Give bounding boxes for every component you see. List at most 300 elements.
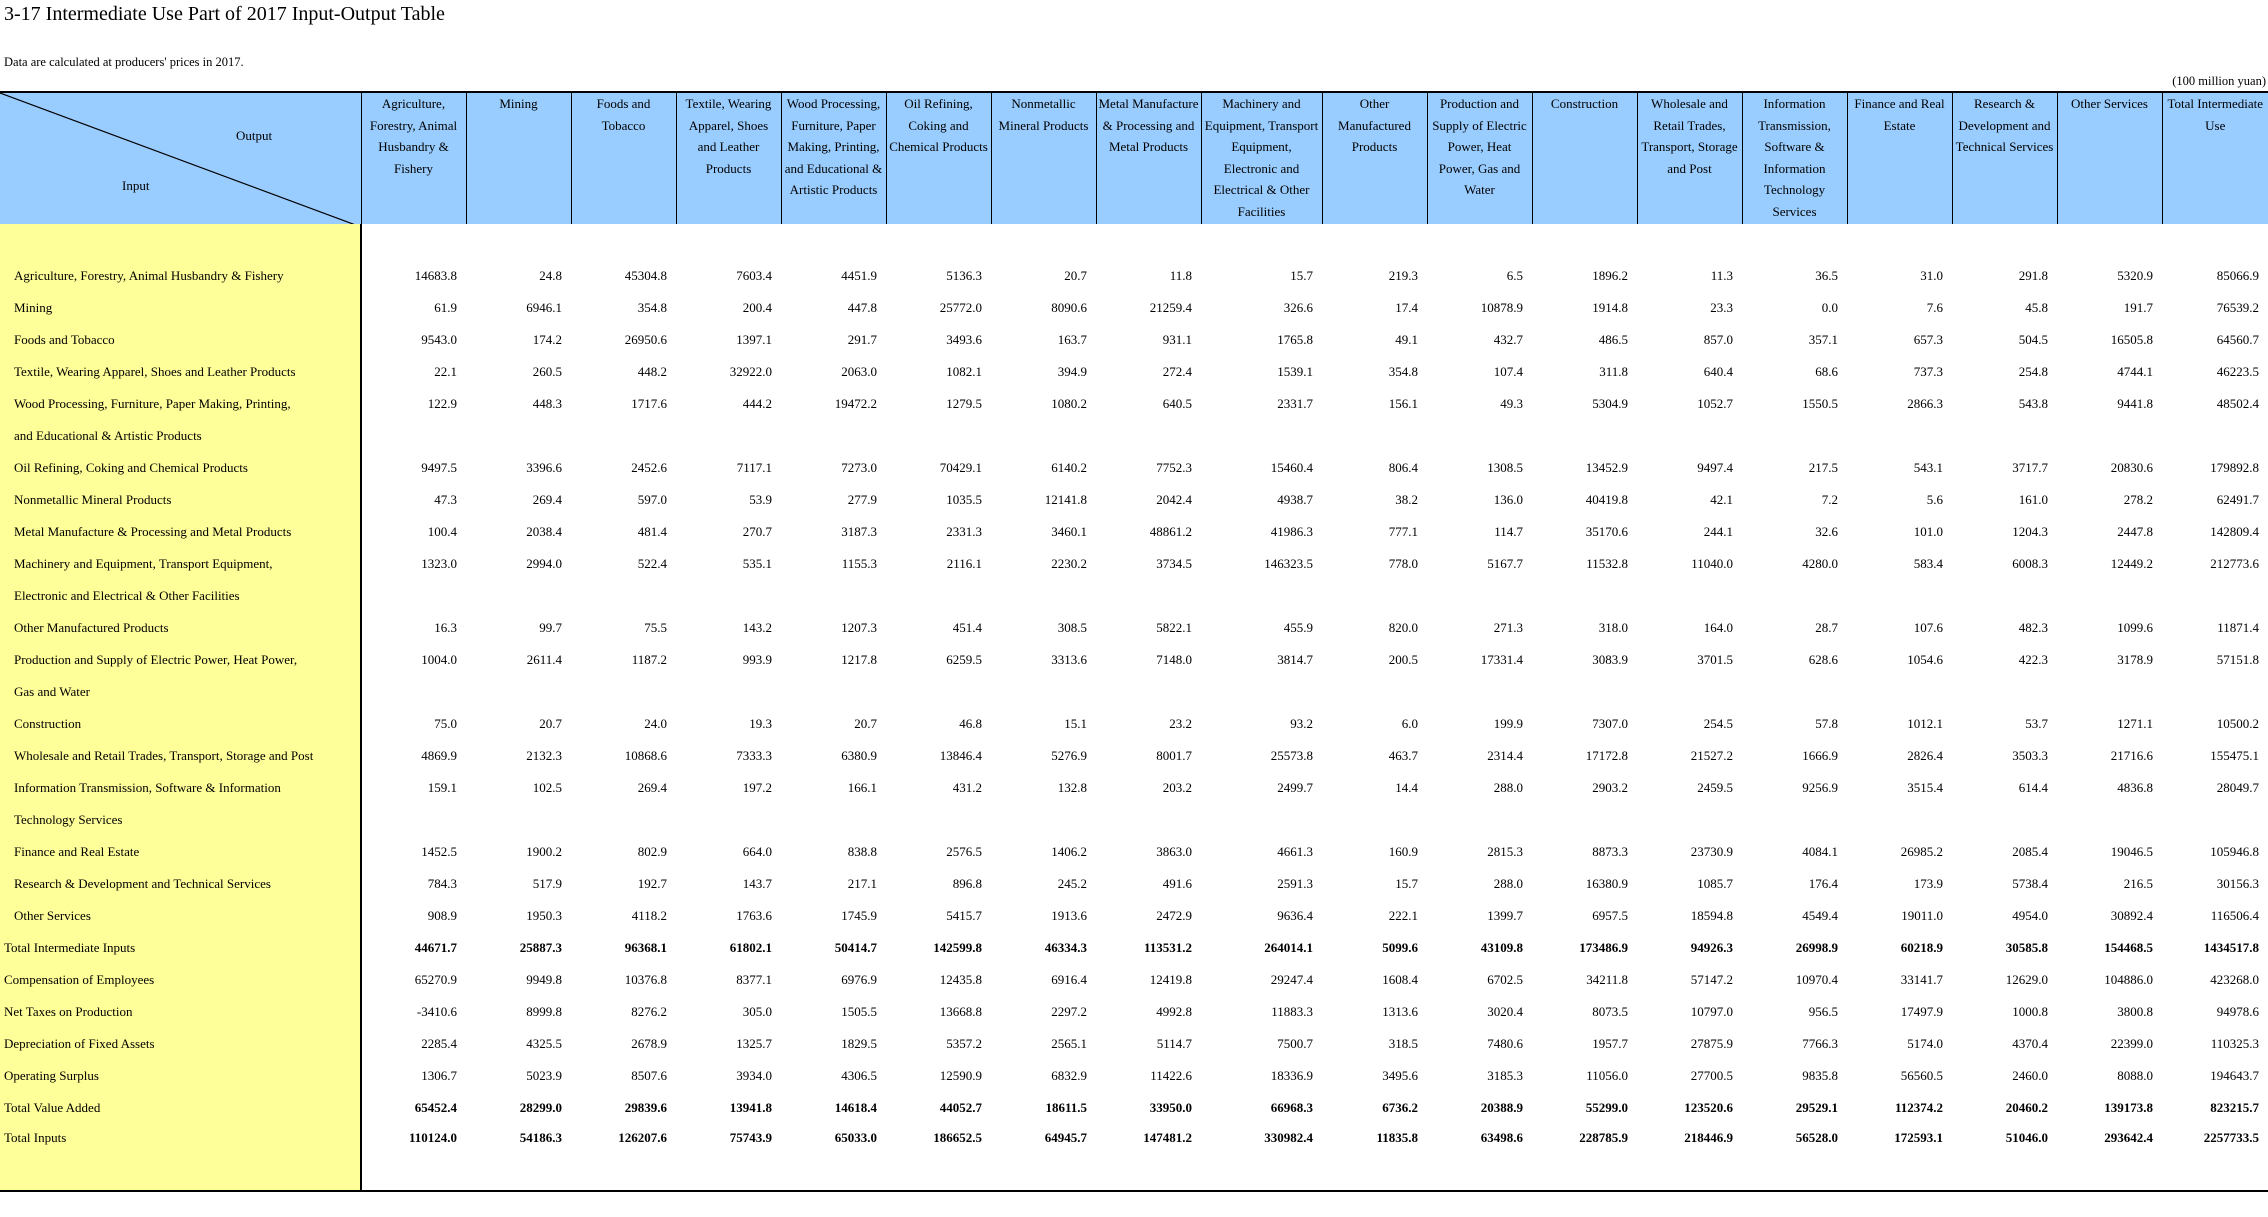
value-cell: 8873.3 (1592, 844, 1628, 859)
value-cell (2162, 580, 2268, 612)
column-header: Mining (466, 92, 571, 224)
value-cell (1742, 580, 1847, 612)
column-header: Textile, Wearing Apparel, Shoes and Leather Products (676, 92, 781, 224)
value-cell: 18594.8 (1690, 908, 1733, 923)
value-cell: 65270.9 (414, 972, 457, 987)
value-cell (466, 676, 571, 708)
value-cell: 820.0 (1388, 620, 1418, 635)
value-cell: 56528.0 (1742, 1124, 1847, 1191)
value-cell: 3503.3 (2012, 748, 2048, 763)
value-cell: 447.8 (847, 300, 877, 315)
table-row (0, 964, 2268, 996)
value-cell: 93.2 (1290, 716, 1313, 731)
value-cell (1427, 676, 1532, 708)
value-cell: 3863.0 (1156, 844, 1192, 859)
value-cell: 1085.7 (1697, 876, 1733, 891)
value-cell: 1957.7 (1592, 1036, 1628, 1051)
value-cell: 186652.5 (886, 1124, 991, 1191)
value-cell: 1323.0 (421, 556, 457, 571)
table-row (0, 708, 2268, 740)
value-cell: 7307.0 (1592, 716, 1628, 731)
value-cell (2057, 420, 2162, 452)
value-cell: 6.0 (1401, 716, 1418, 731)
table-row (0, 1028, 2268, 1060)
row-label: Total Value Added (0, 1092, 361, 1124)
value-cell: 6916.4 (1051, 972, 1087, 987)
value-cell (571, 580, 676, 612)
value-cell: 100.4 (427, 524, 457, 539)
value-cell: 142809.4 (2210, 524, 2259, 539)
value-cell: 2038.4 (526, 524, 562, 539)
value-cell: 228785.9 (1532, 1124, 1637, 1191)
spacer-cell (2162, 224, 2268, 260)
value-cell: 1313.6 (1382, 1004, 1418, 1019)
value-cell: 3178.9 (2117, 652, 2153, 667)
column-header: Metal Manufacture & Processing and Metal Products (1096, 92, 1201, 224)
spacer-cell (676, 224, 781, 260)
value-cell: 10868.6 (624, 748, 667, 763)
value-cell: 6259.5 (946, 652, 982, 667)
value-cell: 269.4 (532, 492, 562, 507)
value-cell: 4549.4 (1802, 908, 1838, 923)
value-cell: 94926.3 (1690, 940, 1733, 955)
value-cell: 1306.7 (421, 1068, 457, 1083)
value-cell: 823215.7 (2210, 1100, 2259, 1115)
value-cell: 1004.0 (421, 652, 457, 667)
value-cell (1201, 804, 1322, 836)
value-cell: 27700.5 (1690, 1068, 1733, 1083)
value-cell: 1155.3 (841, 556, 877, 571)
value-cell: 2447.8 (2117, 524, 2153, 539)
value-cell: 2297.2 (1051, 1004, 1087, 1019)
input-output-table (0, 91, 2268, 1192)
value-cell: 3515.4 (1907, 780, 1943, 795)
value-cell: 42.1 (1710, 492, 1733, 507)
value-cell (991, 676, 1096, 708)
value-cell: 14683.8 (414, 268, 457, 283)
value-cell: 3814.7 (1277, 652, 1313, 667)
value-cell: 20.7 (1064, 268, 1087, 283)
value-cell: 2132.3 (526, 748, 562, 763)
value-cell: 7273.0 (841, 460, 877, 475)
value-cell (1637, 420, 1742, 452)
value-cell: 15.7 (1290, 268, 1313, 283)
value-cell: 176.4 (1808, 876, 1838, 891)
value-cell: 2116.1 (946, 556, 982, 571)
value-cell: 1054.6 (1907, 652, 1943, 667)
value-cell: 2063.0 (841, 364, 877, 379)
value-cell: 63498.6 (1427, 1124, 1532, 1191)
value-cell (886, 580, 991, 612)
spacer-cell (1637, 224, 1742, 260)
value-cell (361, 804, 466, 836)
value-cell: 9441.8 (2117, 396, 2153, 411)
value-cell: 2459.5 (1697, 780, 1733, 795)
row-label: Research & Development and Technical Services (0, 868, 361, 900)
spacer-cell (0, 224, 361, 260)
value-cell: 2331.3 (946, 524, 982, 539)
value-cell: 535.1 (742, 556, 772, 571)
value-cell: 191.7 (2123, 300, 2153, 315)
value-cell: 6380.9 (841, 748, 877, 763)
value-cell: 26950.6 (624, 332, 667, 347)
value-cell: 1187.2 (631, 652, 667, 667)
value-cell: 448.3 (532, 396, 562, 411)
value-cell: 102.5 (532, 780, 562, 795)
value-cell: 57151.8 (2216, 652, 2259, 667)
value-cell (1742, 676, 1847, 708)
value-cell (1427, 420, 1532, 452)
value-cell: 597.0 (637, 492, 667, 507)
value-cell (361, 676, 466, 708)
value-cell: 48861.2 (1149, 524, 1192, 539)
value-cell (1847, 580, 1952, 612)
value-cell: 6702.5 (1487, 972, 1523, 987)
value-cell: 1434517.8 (2203, 940, 2259, 955)
value-cell: 53.9 (749, 492, 772, 507)
value-cell: 212773.6 (2210, 556, 2259, 571)
value-cell: 3734.5 (1156, 556, 1192, 571)
value-cell (676, 676, 781, 708)
value-cell: 57147.2 (1690, 972, 1733, 987)
value-cell: 143.7 (742, 876, 772, 891)
table-row (0, 420, 2268, 452)
value-cell: 1207.3 (841, 620, 877, 635)
value-cell: 2565.1 (1051, 1036, 1087, 1051)
table-row (0, 580, 2268, 612)
value-cell: 12590.9 (939, 1068, 982, 1083)
value-cell: 245.2 (1057, 876, 1087, 891)
output-axis-label: Output (236, 128, 273, 143)
value-cell: 166.1 (847, 780, 877, 795)
value-cell: 3460.1 (1051, 524, 1087, 539)
value-cell: 16.3 (434, 620, 457, 635)
value-cell: 1763.6 (736, 908, 772, 923)
value-cell: 6957.5 (1592, 908, 1628, 923)
value-cell: 12629.0 (2005, 972, 2048, 987)
spacer-cell (886, 224, 991, 260)
row-label: and Educational & Artistic Products (0, 420, 361, 452)
value-cell: 354.8 (1388, 364, 1418, 379)
value-cell: 26998.9 (1795, 940, 1838, 955)
value-cell: 3185.3 (1487, 1068, 1523, 1083)
value-cell: 993.9 (742, 652, 772, 667)
value-cell: 5099.6 (1382, 940, 1418, 955)
value-cell: 7148.0 (1156, 652, 1192, 667)
value-cell: 25887.3 (519, 940, 562, 955)
value-cell: 21259.4 (1149, 300, 1192, 315)
spacer-cell (571, 224, 676, 260)
value-cell (466, 580, 571, 612)
value-cell: 6736.2 (1382, 1100, 1418, 1115)
value-cell: 4280.0 (1802, 556, 1838, 571)
value-cell: 2085.4 (2012, 844, 2048, 859)
spacer-cell (1322, 224, 1427, 260)
spacer-cell (1096, 224, 1201, 260)
value-cell: 6976.9 (841, 972, 877, 987)
value-cell: 10970.4 (1795, 972, 1838, 987)
value-cell: 2472.9 (1156, 908, 1192, 923)
value-cell: 5304.9 (1592, 396, 1628, 411)
row-label: Technology Services (0, 804, 361, 836)
value-cell: 1505.5 (841, 1004, 877, 1019)
value-cell: 7752.3 (1156, 460, 1192, 475)
value-cell: -3410.6 (416, 1004, 457, 1019)
value-cell: 3800.8 (2117, 1004, 2153, 1019)
row-label: Finance and Real Estate (0, 836, 361, 868)
value-cell: 19.3 (749, 716, 772, 731)
value-cell: 8088.0 (2117, 1068, 2153, 1083)
value-cell: 219.3 (1388, 268, 1418, 283)
value-cell: 628.6 (1808, 652, 1838, 667)
table-row (0, 804, 2268, 836)
value-cell: 431.2 (952, 780, 982, 795)
value-cell: 174.2 (532, 332, 562, 347)
value-cell: 3396.6 (526, 460, 562, 475)
value-cell (1201, 580, 1322, 612)
value-cell: 20460.2 (2005, 1100, 2048, 1115)
table-row (0, 356, 2268, 388)
spacer-cell (2057, 224, 2162, 260)
row-label: Production and Supply of Electric Power, Heat Power, (0, 644, 361, 676)
column-header: Production and Supply of Electric Power, Heat Power, Gas and Water (1427, 92, 1532, 224)
value-cell: 3493.6 (946, 332, 982, 347)
value-cell: 60218.9 (1900, 940, 1943, 955)
value-cell: 36.5 (1815, 268, 1838, 283)
value-cell (886, 676, 991, 708)
value-cell: 45304.8 (624, 268, 667, 283)
table-row (0, 772, 2268, 804)
column-header: Information Transmission, Software & Information Technology Services (1742, 92, 1847, 224)
unit-label: (100 million yuan) (2172, 74, 2266, 88)
value-cell: 3934.0 (736, 1068, 772, 1083)
value-cell: 3717.7 (2012, 460, 2048, 475)
value-cell: 778.0 (1388, 556, 1418, 571)
value-cell: 35170.6 (1585, 524, 1628, 539)
value-cell: 5320.9 (2117, 268, 2153, 283)
value-cell: 357.1 (1808, 332, 1838, 347)
value-cell: 270.7 (742, 524, 772, 539)
value-cell: 55299.0 (1585, 1100, 1628, 1115)
value-cell (2162, 676, 2268, 708)
value-cell: 2994.0 (526, 556, 562, 571)
value-cell: 107.4 (1493, 364, 1523, 379)
value-cell (1637, 676, 1742, 708)
column-header: Finance and Real Estate (1847, 92, 1952, 224)
value-cell: 254.8 (2018, 364, 2048, 379)
value-cell: 6140.2 (1051, 460, 1087, 475)
value-cell (781, 420, 886, 452)
value-cell: 2611.4 (526, 652, 562, 667)
value-cell (1952, 804, 2057, 836)
value-cell: 13452.9 (1585, 460, 1628, 475)
value-cell: 146323.5 (1264, 556, 1313, 571)
value-cell: 29529.1 (1795, 1100, 1838, 1115)
value-cell: 5174.0 (1907, 1036, 1943, 1051)
value-cell: 1539.1 (1277, 364, 1313, 379)
value-cell: 43109.8 (1480, 940, 1523, 955)
value-cell: 6832.9 (1051, 1068, 1087, 1083)
value-cell: 197.2 (742, 780, 772, 795)
value-cell: 199.9 (1493, 716, 1523, 731)
value-cell: 54186.3 (466, 1124, 571, 1191)
table-row (0, 548, 2268, 580)
column-header: Nonmetallic Mineral Products (991, 92, 1096, 224)
row-label: Operating Surplus (0, 1060, 361, 1092)
table-row (0, 484, 2268, 516)
value-cell (2057, 580, 2162, 612)
value-cell: 122.9 (427, 396, 457, 411)
value-cell: 16380.9 (1585, 876, 1628, 891)
value-cell: 40419.8 (1585, 492, 1628, 507)
value-cell: 1896.2 (1592, 268, 1628, 283)
value-cell: 260.5 (532, 364, 562, 379)
corner-header (0, 92, 361, 224)
value-cell: 1914.8 (1592, 300, 1628, 315)
value-cell: 49.3 (1500, 396, 1523, 411)
value-cell: 61802.1 (729, 940, 772, 955)
value-cell (1742, 420, 1847, 452)
value-cell (1096, 580, 1201, 612)
value-cell: 1452.5 (421, 844, 457, 859)
price-basis-note: Data are calculated at producers' prices in 2017. (4, 55, 244, 69)
row-label: Nonmetallic Mineral Products (0, 484, 361, 516)
value-cell: 5415.7 (946, 908, 982, 923)
value-cell: 30156.3 (2216, 876, 2259, 891)
value-cell (1847, 804, 1952, 836)
value-cell: 291.7 (847, 332, 877, 347)
value-cell: 51046.0 (1952, 1124, 2057, 1191)
value-cell: 20.7 (854, 716, 877, 731)
column-header: Other Services (2057, 92, 2162, 224)
value-cell: 11871.4 (2217, 620, 2259, 635)
spacer-cell (781, 224, 886, 260)
value-cell: 5167.7 (1487, 556, 1523, 571)
value-cell (781, 676, 886, 708)
value-cell: 1397.1 (736, 332, 772, 347)
value-cell: 4084.1 (1802, 844, 1838, 859)
value-cell (676, 420, 781, 452)
value-cell: 8377.1 (736, 972, 772, 987)
value-cell: 25573.8 (1270, 748, 1313, 763)
value-cell: 9835.8 (1802, 1068, 1838, 1083)
value-cell: 318.5 (1388, 1036, 1418, 1051)
value-cell: 1099.6 (2117, 620, 2153, 635)
row-label: Total Intermediate Inputs (0, 932, 361, 964)
value-cell: 28.7 (1815, 620, 1838, 635)
value-cell: 19472.2 (834, 396, 877, 411)
row-label: Depreciation of Fixed Assets (0, 1028, 361, 1060)
value-cell: 110325.3 (2210, 1036, 2259, 1051)
value-cell: 4836.8 (2117, 780, 2153, 795)
value-cell: 4451.9 (841, 268, 877, 283)
value-cell: 57.8 (1815, 716, 1838, 731)
row-label: Other Services (0, 900, 361, 932)
value-cell: 2866.3 (1907, 396, 1943, 411)
value-cell: 271.3 (1493, 620, 1523, 635)
value-cell: 172593.1 (1847, 1124, 1952, 1191)
value-cell: 2331.7 (1277, 396, 1313, 411)
table-row (0, 740, 2268, 772)
value-cell: 161.0 (2018, 492, 2048, 507)
value-cell: 19046.5 (2110, 844, 2153, 859)
value-cell: 4370.4 (2012, 1036, 2048, 1051)
value-cell: 3187.3 (841, 524, 877, 539)
row-label: Gas and Water (0, 676, 361, 708)
value-cell: 216.5 (2123, 876, 2153, 891)
value-cell: 1550.5 (1802, 396, 1838, 411)
value-cell: 64560.7 (2216, 332, 2259, 347)
value-cell: 38.2 (1395, 492, 1418, 507)
value-cell (361, 580, 466, 612)
spacer-cell (1742, 224, 1847, 260)
table-row (0, 260, 2268, 292)
table-row (0, 868, 2268, 900)
value-cell: 481.4 (637, 524, 667, 539)
value-cell: 114.7 (1494, 524, 1523, 539)
value-cell: 139173.8 (2104, 1100, 2153, 1115)
value-cell: 1012.1 (1907, 716, 1943, 731)
value-cell (1952, 420, 2057, 452)
value-cell: 56560.5 (1900, 1068, 1943, 1083)
value-cell: 308.5 (1057, 620, 1087, 635)
value-cell: 1913.6 (1051, 908, 1087, 923)
value-cell: 2460.0 (2012, 1068, 2048, 1083)
value-cell: 17.4 (1395, 300, 1418, 315)
table-row (0, 644, 2268, 676)
table-row (0, 452, 2268, 484)
value-cell: 104886.0 (2104, 972, 2153, 987)
value-cell: 14618.4 (834, 1100, 877, 1115)
value-cell (991, 580, 1096, 612)
value-cell: 3701.5 (1697, 652, 1733, 667)
value-cell: 5023.9 (526, 1068, 562, 1083)
value-cell: 15460.4 (1270, 460, 1313, 475)
value-cell: 5.6 (1926, 492, 1943, 507)
value-cell: 15.1 (1064, 716, 1087, 731)
value-cell: 11532.8 (1586, 556, 1628, 571)
value-cell: 326.6 (1283, 300, 1313, 315)
value-cell: 21527.2 (1690, 748, 1733, 763)
value-cell: 159.1 (427, 780, 457, 795)
value-cell: 5114.7 (1156, 1036, 1192, 1051)
value-cell: 105946.8 (2210, 844, 2259, 859)
value-cell: 116506.4 (2210, 908, 2259, 923)
value-cell (1847, 420, 1952, 452)
value-cell: 75.5 (644, 620, 667, 635)
value-cell (466, 804, 571, 836)
value-cell (1532, 676, 1637, 708)
row-label: Textile, Wearing Apparel, Shoes and Leather Products (0, 356, 361, 388)
value-cell: 6008.3 (2012, 556, 2048, 571)
value-cell: 101.0 (1913, 524, 1943, 539)
value-cell: 1608.4 (1382, 972, 1418, 987)
value-cell: 2576.5 (946, 844, 982, 859)
table-row (0, 900, 2268, 932)
value-cell: 46334.3 (1044, 940, 1087, 955)
value-cell: 543.1 (1913, 460, 1943, 475)
value-cell: 34211.8 (1586, 972, 1628, 987)
value-cell: 482.3 (2018, 620, 2048, 635)
value-cell: 28049.7 (2216, 780, 2259, 795)
value-cell (886, 420, 991, 452)
value-cell: 4869.9 (421, 748, 457, 763)
value-cell: 8276.2 (631, 1004, 667, 1019)
value-cell: 0.0 (1821, 300, 1838, 315)
value-cell: 194643.7 (2210, 1068, 2259, 1083)
value-cell: 9497.4 (1697, 460, 1733, 475)
value-cell: 455.9 (1283, 620, 1313, 635)
